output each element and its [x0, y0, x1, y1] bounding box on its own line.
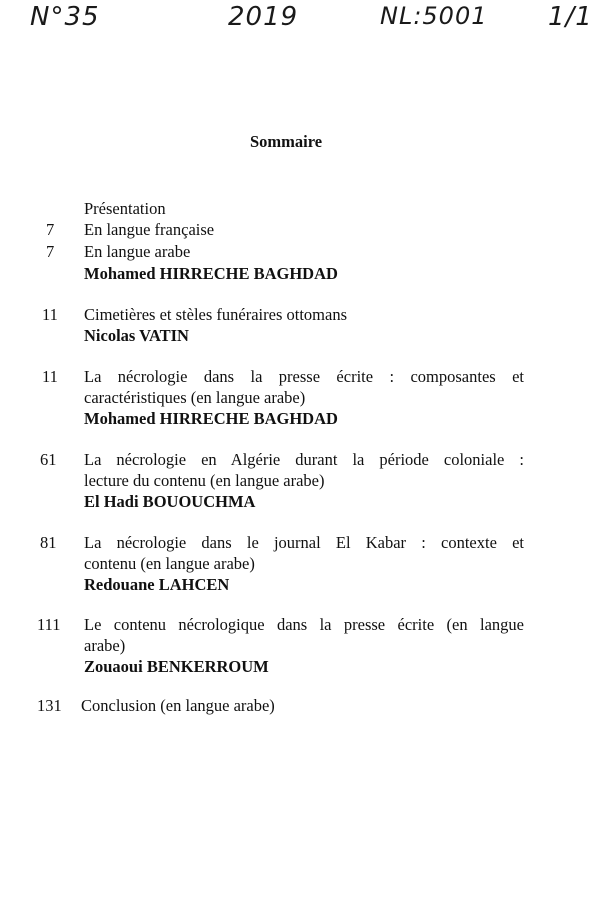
toc-entry-title: arabe): [84, 636, 126, 655]
toc-entry-author: Mohamed HIRRECHE BAGHDAD: [84, 409, 338, 428]
toc-page-number: 131: [37, 696, 62, 715]
handwritten-number: N°35: [30, 2, 100, 32]
toc-page-number: 11: [42, 367, 58, 386]
toc-entry-title: caractéristiques (en langue arabe): [84, 388, 306, 407]
toc-entry-title: Présentation: [84, 199, 166, 218]
toc-page-number: 61: [40, 450, 57, 469]
toc-page-number: 11: [42, 305, 58, 324]
toc-entry-title: Cimetières et stèles funéraires ottomans: [84, 305, 348, 324]
toc-entry-author: Redouane LAHCEN: [84, 575, 230, 594]
toc-entry-title: Le contenu nécrologique dans la presse écrite (en langue: [84, 615, 524, 634]
toc-page-number: 7: [46, 220, 55, 239]
toc-page-number: 7: [46, 242, 55, 261]
toc-entry-title: En langue française: [84, 220, 215, 239]
toc-entry-author: El Hadi BOUOUCHMA: [84, 492, 256, 511]
toc-entry-title: La nécrologie en Algérie durant la période coloniale :: [84, 450, 524, 469]
page-title: Sommaire: [249, 132, 323, 151]
toc-entry-author: Mohamed HIRRECHE BAGHDAD: [84, 264, 338, 283]
toc-entry-title: La nécrologie dans la presse écrite : composantes et: [84, 367, 524, 386]
toc-entry-title: contenu (en langue arabe): [84, 554, 255, 573]
toc-entry-title: La nécrologie dans le journal El Kabar : contexte et: [84, 533, 524, 552]
handwritten-year: 2019: [228, 2, 299, 32]
handwritten-code: NL:5001: [380, 2, 488, 30]
toc-entry-title: En langue arabe: [84, 242, 191, 261]
toc-entry-author: Nicolas VATIN: [84, 326, 189, 345]
toc-entry-author: Zouaoui BENKERROUM: [84, 657, 269, 676]
toc-entry-title: lecture du contenu (en langue arabe): [84, 471, 325, 490]
toc-entry-title: Conclusion (en langue arabe): [81, 696, 275, 715]
handwritten-fraction: 1/1: [548, 2, 593, 32]
toc-page-number: 111: [37, 615, 61, 634]
toc-page-number: 81: [40, 533, 57, 552]
